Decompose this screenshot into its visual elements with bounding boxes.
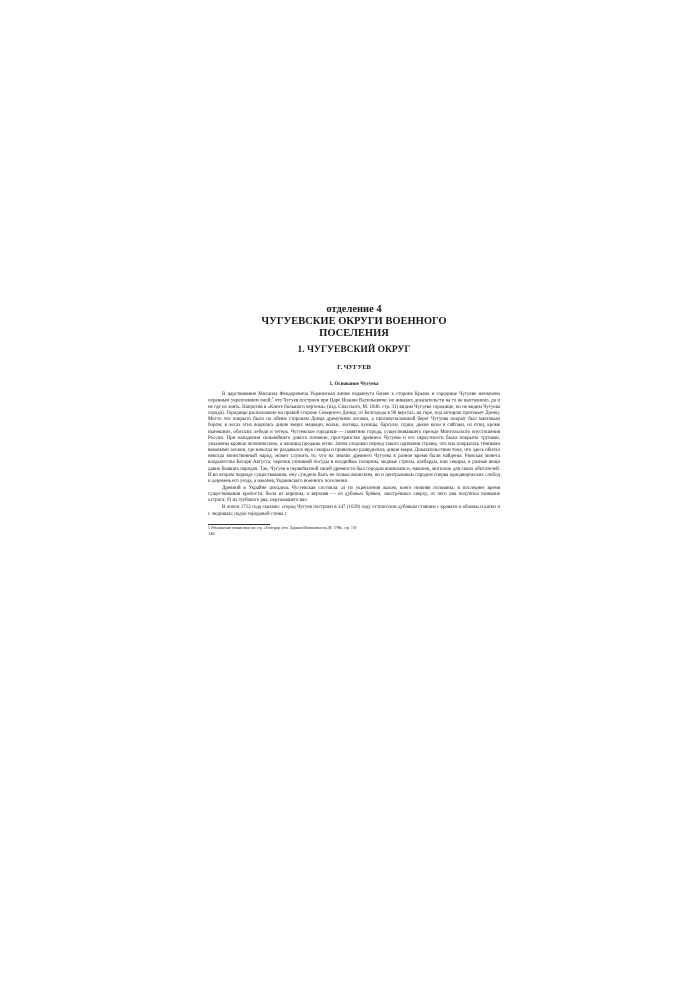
subsection-heading: 1. ЧУГУЕВСКИЙ ОКРУГ — [297, 345, 411, 355]
chapter-title-line-2: ПОСЕЛЕНИЯ — [319, 328, 389, 339]
footnote: 1 Объединение гимнастики (по стр. «Телеграф. лето. Харьков Изменчивости»,М. 1788г., стр. 139 — [208, 525, 357, 530]
page-number: 146 — [208, 530, 215, 536]
section-heading: отделение 4 — [326, 304, 382, 315]
footnote-reference: 1 — [271, 396, 274, 401]
chapter-title-line-1: ЧУГУЕВСКИЕ ОКРУГИ ВОЕННОГО — [261, 316, 447, 327]
body-paragraph: Древний в Украйне цитадель Чугуевская состояла: а) из укрепления валом, коего нижняя половина, в последнее время существования крепости, была из кирпича, а верхняя — из дубовых брёвен, заострённых сверху, от чего она получила название острога; б) из глубокого рва, окружавшего вал. — [208, 486, 500, 504]
paragraph-text: что Чугуев построен при Царе Иоанне Васильевиче: но никаких доказательств на то не выставлено, да и не где их взять. Напротив в «Книге большого чертежа» (изд. Спасского, М. 1846. стр. 31) видим Чугуево городище, но не видим Чугуева города). Городище расположено на правой стороне Северного Донца, от Белгорода в 90 верстах, на горе, под которою протекает Донец. Место это покрыто было по обеим сторонам Донца дремучими лесами, а противуположный берег Чугуева покрыт был мачтовым бором; в лесах этих водились дикие звери: медведи, волки, лисицы, куницы, барсуки, сурки, дикие козы и сайгаки, из птиц, кроме нынешних, обитали: лебеди и тетерь. Чугуевское городище — памятник города, существовавшего прежде Монгольского опустошения России. При нападении сильнейшего дикого племени, пространство древнего Чугуева и его окрестности были покрыты трупами, увлажены кровью человеческою, а жилища преданы огню. Затем следовал период такого одичания страны, что она покрылась тёмными вековыми лесами, где никогда не раздавался звук секиры и привольно разводились дикие звери. Доказательством тому, что здесь обитал некогда воинственный народ, может служить то, что на землях древнего Чугуева в разное время были найдены: Римская монета владычества Кесаря Августа, черепки глиняной посуды в полдюйма толщины, медные стрелы, алебарды, или секиры, и разные вещи давно бывших народов. Так, Чугуев в первобытной своей древности был городом воинским и, наконец, могилою для своих обитателей. И во втором периоде существования, ему суждено быть не только воинским, но и центральным городом сперва однодворческих слобод и деревень его уезда, а наконец Украинского военного поселения. — [208, 398, 500, 484]
body-paragraph: В описи 1712 года сказано: «город Чугуев построен в 147 (1639) году остроголом дубовым стоячим с кровати и обломы и катки и с людишки; подле городовой стены с — [208, 505, 500, 517]
document-page — [208, 298, 500, 698]
body-paragraph — [208, 392, 500, 485]
town-heading: Г. ЧУГУЕВ — [337, 364, 371, 371]
paragraph-heading: 1. Основание Чугуева — [329, 382, 379, 387]
footnote-divider — [208, 524, 270, 525]
paragraph-text: В царствование Михаила Феодоровича Украинская линия подвинута ближе к стороне Крыма и городище Чугуево назначено охранным укреплением оной; — [208, 392, 500, 404]
